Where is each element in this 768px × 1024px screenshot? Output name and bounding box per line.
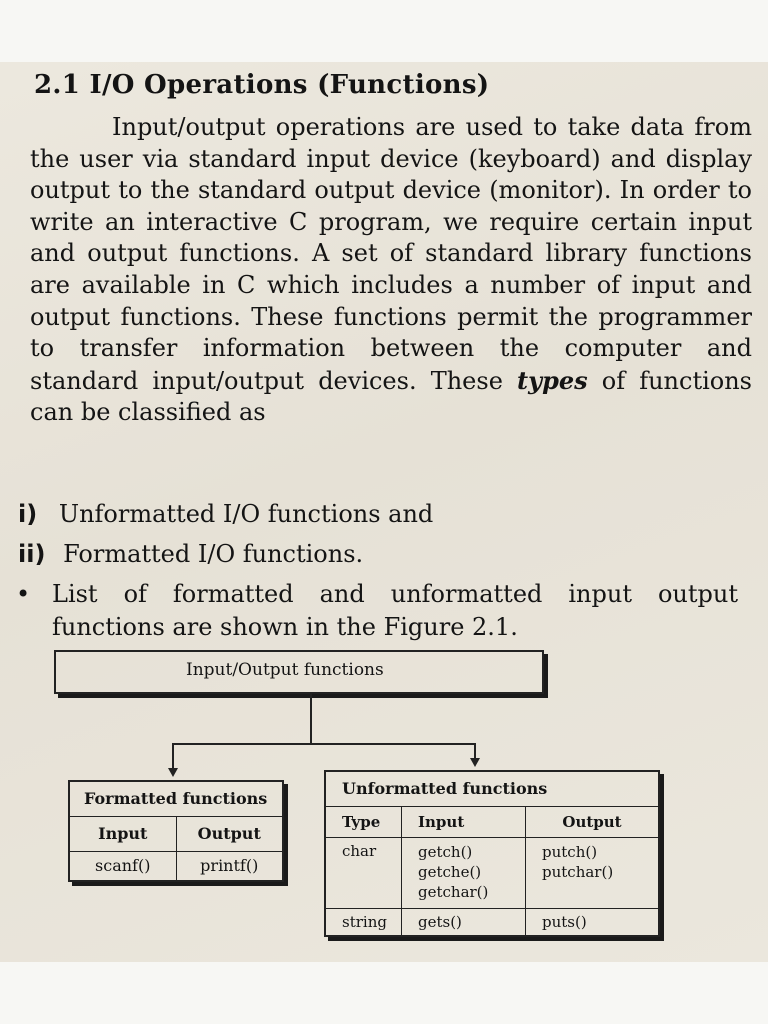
root-node xyxy=(54,650,544,694)
input-cell xyxy=(402,838,526,909)
unformatted-grid xyxy=(326,807,658,935)
function-name: putchar() xyxy=(542,863,614,881)
connector-vertical xyxy=(310,694,312,744)
arrow-down-icon xyxy=(470,758,480,767)
type-cell: string xyxy=(326,909,402,935)
section-heading: 2.1 I/O Operations (Functions) xyxy=(34,70,490,100)
list-item-text: Unformatted I/O functions and xyxy=(58,500,434,528)
header-cell: Output xyxy=(176,817,283,851)
bullet-item xyxy=(16,578,738,644)
type-cell: char xyxy=(326,838,402,909)
table-header-row xyxy=(70,817,282,851)
function-name: getch() xyxy=(418,843,473,861)
list-item xyxy=(18,500,433,528)
header-cell: Type xyxy=(326,807,402,838)
bullet-dot: • xyxy=(16,580,31,608)
formatted-table-title: Formatted functions xyxy=(70,782,282,817)
header-cell: Output xyxy=(526,807,658,838)
input-cell: gets() xyxy=(402,909,526,935)
connector-left xyxy=(172,743,174,769)
connector-right xyxy=(474,743,476,759)
paragraph-text-2: of functions can be classified as xyxy=(30,366,752,427)
list-item-text: Formatted I/O functions. xyxy=(63,540,364,568)
table-cell: printf() xyxy=(176,852,283,880)
output-cell xyxy=(526,838,658,909)
output-cell: puts() xyxy=(542,913,587,931)
list-marker: ii) xyxy=(18,540,46,568)
unformatted-table-title: Unformatted functions xyxy=(326,772,658,807)
function-name: putch() xyxy=(542,843,598,861)
formatted-functions-table xyxy=(68,780,284,882)
emphasis-text: types xyxy=(517,365,588,395)
bullet-text: List of formatted and unformatted input output functions are shown in the Figure 2.1. xyxy=(52,580,738,641)
unformatted-functions-table xyxy=(324,770,660,937)
table-row xyxy=(70,851,282,880)
list-marker: i) xyxy=(18,500,38,528)
arrow-down-icon xyxy=(168,768,178,777)
table-cell: scanf() xyxy=(95,856,151,875)
paragraph-text-1: Input/output operations are used to take data from the user via standard input device (keyboard) and display output to the standard output device (monitor). In order to write an interactive C program, we require certain input and output functions. A set of standard library functions are available in C which includes a number of input and output functions. These functions permit the programmer to transfer information between the computer and standard input/output devices. These xyxy=(30,113,752,395)
list-item xyxy=(18,540,363,568)
function-name: getchar() xyxy=(418,883,489,901)
header-cell: Input xyxy=(402,807,526,838)
body-paragraph xyxy=(30,112,752,429)
header-cell: Input xyxy=(98,824,148,843)
function-name: getche() xyxy=(418,863,482,881)
root-node-label: Input/Output functions xyxy=(186,660,384,680)
connector-horizontal xyxy=(172,743,476,745)
